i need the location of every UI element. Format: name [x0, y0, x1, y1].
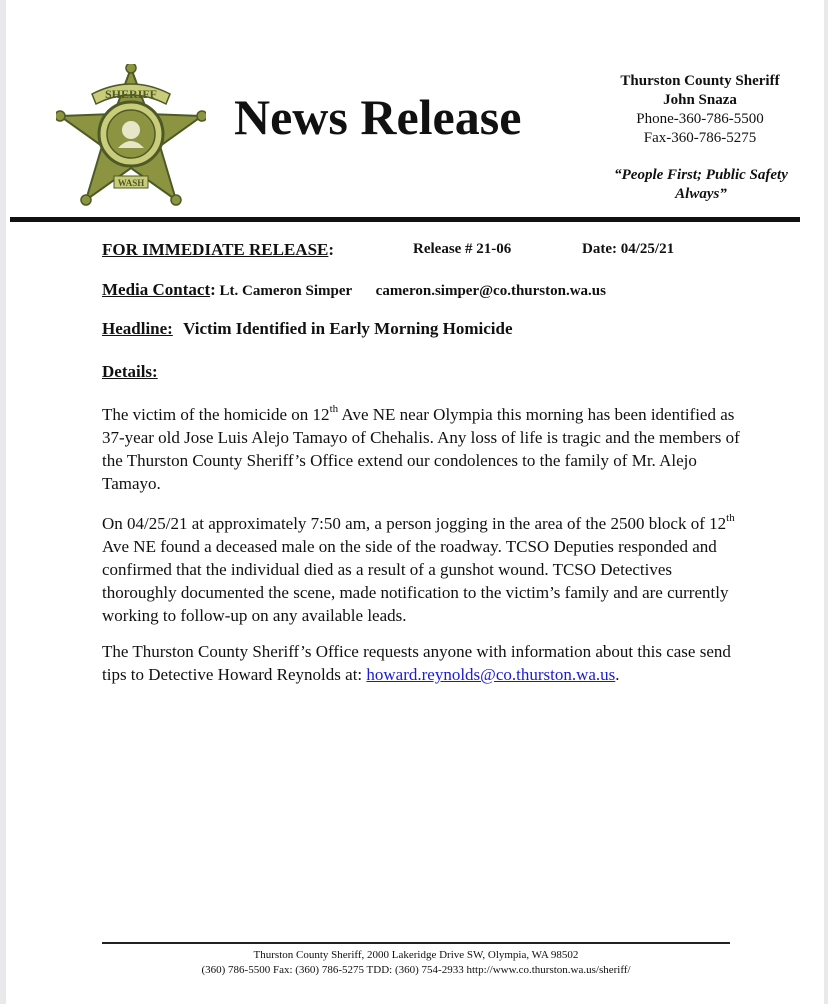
- p3-end: .: [615, 665, 620, 684]
- media-contact-label: Media Contact: [102, 280, 211, 299]
- headline-text: Victim Identified in Early Morning Homicide: [183, 319, 513, 338]
- footer-address: Thurston County Sheriff, 2000 Lakeridge Drive SW, Olympia, WA 98502: [253, 949, 579, 961]
- detective-email-link[interactable]: howard.reynolds@co.thurston.wa.us: [366, 665, 616, 684]
- immediate-release-colon: :: [328, 240, 335, 259]
- badge-top-text: SHERIFF: [104, 87, 158, 101]
- p1-text-b: Ave NE near Olympia this morning has been identified as 37-year old Jose Luis Alejo Tamayo of Chehalis. Any loss of life is tragic and the members of the Thurston County Sheriff’s Office extend our condolences to the family of Mr. Alejo Tamayo.: [102, 405, 740, 493]
- headline-row: [102, 319, 513, 339]
- agency-phone: Phone-360-786-5500: [636, 111, 764, 127]
- p2-text-b: Ave NE found a deceased male on the side of the roadway. TCSO Deputies responded and confirmed that the individual died as a result of a gunshot wound. TCSO Detectives thoroughly documented the scene, made notification to the victim’s family and are currently working to follow-up on any available leads.: [102, 537, 729, 625]
- agency-name: Thurston County Sheriff: [620, 73, 780, 89]
- release-info-row: [102, 240, 675, 260]
- details-paragraph-3: [102, 640, 742, 686]
- details-paragraph-2: [102, 512, 742, 627]
- motto-line-1: “People First; Public Safety: [614, 167, 788, 183]
- agency-motto: [596, 166, 806, 204]
- sheriff-star-badge: [56, 64, 206, 208]
- p2-text-a: On 04/25/21 at approximately 7:50 am, a person jogging in the area of the 2500 block of 12: [102, 514, 727, 533]
- details-label: Details:: [102, 362, 158, 381]
- page-footer: [102, 948, 730, 978]
- p1-superscript: th: [329, 403, 339, 416]
- agency-fax: Fax-360-786-5275: [643, 130, 757, 146]
- footer-divider: [102, 942, 730, 944]
- header-divider: [10, 217, 800, 222]
- immediate-release-label: FOR IMMEDIATE RELEASE: [102, 240, 329, 259]
- badge-seal: [99, 102, 163, 166]
- details-paragraph-1: [102, 403, 742, 495]
- release-date: Date: 04/25/21: [582, 241, 675, 257]
- page-title: News Release: [234, 89, 522, 145]
- headline-label: Headline:: [102, 319, 173, 338]
- badge-bottom-text: WASH: [117, 178, 145, 188]
- sheriff-name: John Snaza: [663, 92, 737, 108]
- footer-contacts: (360) 786-5500 Fax: (360) 786-5275 TDD: (360) 754-2933 http://www.co.thurston.wa.us/sheriff/: [201, 964, 631, 976]
- media-contact-row: [102, 280, 606, 300]
- media-contact-colon: :: [210, 280, 216, 299]
- agency-contact-block: [584, 72, 816, 148]
- p1-text-a: The victim of the homicide on 12: [102, 405, 330, 424]
- release-number: Release # 21-06: [413, 241, 512, 257]
- p2-superscript: th: [726, 512, 735, 525]
- details-heading: [102, 362, 158, 382]
- document-page: [6, 0, 824, 1004]
- p3-text: The Thurston County Sheriff’s Office requests anyone with information about this case send tips to Detective Howard Reynolds at:: [102, 642, 731, 684]
- media-contact-email: cameron.simper@co.thurston.wa.us: [375, 283, 606, 299]
- media-contact-name: Lt. Cameron Simper: [219, 283, 352, 299]
- motto-line-2: Always”: [675, 186, 727, 202]
